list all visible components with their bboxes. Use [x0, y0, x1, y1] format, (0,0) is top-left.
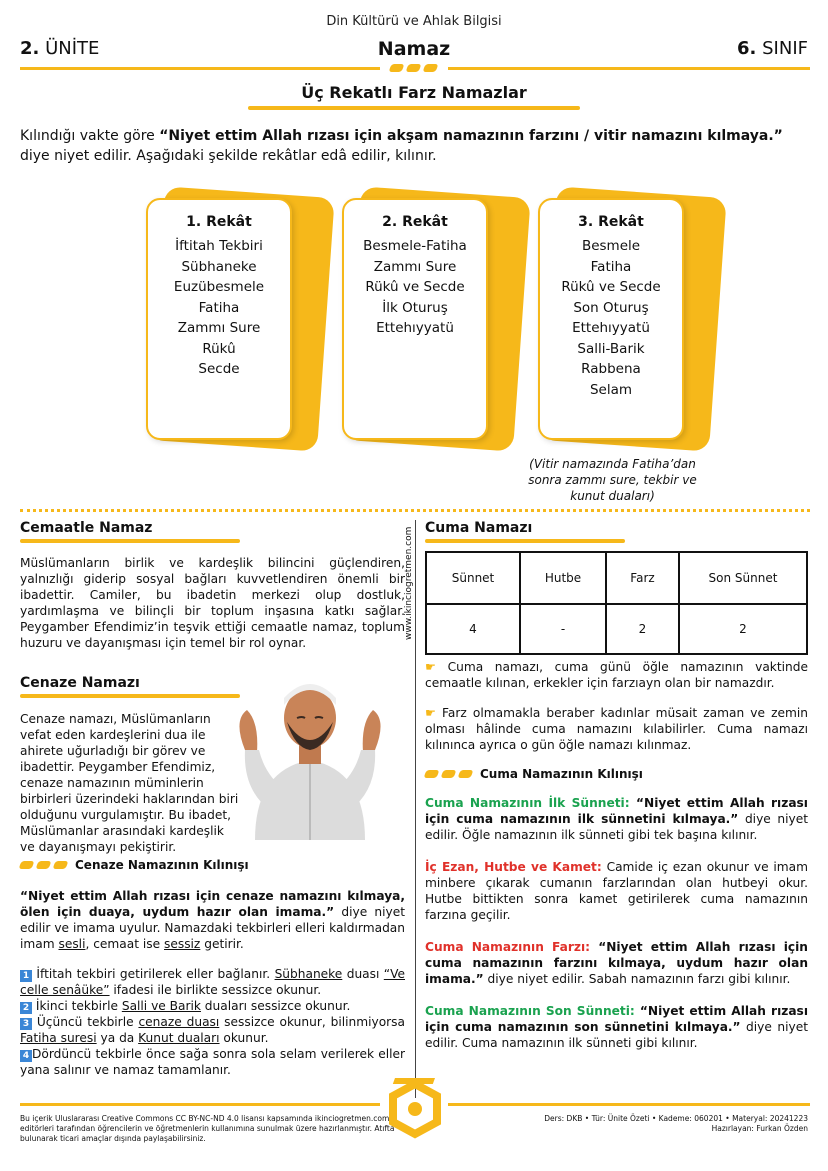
pointing-hand-icon: ☛ [425, 660, 436, 674]
cenaze-niyet: “Niyet ettim Allah rızası için cenaze namazını kılmaya, ölen için duaya, uydum hazır olan imama.” diye niyet edilir ve imama uyulur. Namazdaki tekbirleri elleri kaldırmadan imam sesli, cemaat ise sessiz getirir. [20, 889, 405, 951]
footer-rule-left [20, 1103, 380, 1106]
cenaze-step-3: 3 Üçüncü tekbirle cenaze duası sessizce okunur, bilinmiyorsa Fatiha suresi ya da Kunut duaları okunur. [20, 1015, 405, 1045]
column-divider [415, 520, 416, 1098]
table-cell: 2 [679, 604, 807, 654]
rekat-card-3: 3. Rekât Besmele Fatiha Rükû ve Secde Son Oturuş Ettehıyyatü Salli-Barik Rabbena Selam [538, 186, 718, 448]
cenaze-text: Cenaze namazı, Müslümanların vefat eden kardeşlerini dua ile ahirete uğurladığı bir görev ve ibadettir. Peygamber Efendimiz, cenaze namazının müminlerin birbirleri üzerindeki haklarından biri olduğunu vurgulamıştır. Bu ibadet, Müslümanlar arasındaki kardeşlik ve dayanışmayı pekiştirir. [20, 712, 239, 854]
cuma-note-1: ☛ Cuma namazı, cuma günü öğle namazının vaktinde cemaatle kılınan, erkekler için farzıayn olan bir namazdır. [425, 660, 808, 690]
cuma-kilinis-title: Cuma Namazının Kılınışı [480, 767, 643, 781]
cenaze-text-top [20, 711, 240, 855]
cuma-ilk-sunnet: Cuma Namazının İlk Sünneti: “Niyet ettim Allah rızası için cuma namazının ilk sünnetini kılmaya.” diye niyet edilir. Öğle namazının ilk sünneti gibi tek başına kılınır. [425, 796, 808, 842]
footer-rule-right [448, 1103, 810, 1106]
pointing-hand-icon: ☛ [425, 706, 436, 720]
rekat-title: 2. Rekât [382, 214, 448, 230]
cenaze-step-2: 2 İkinci tekbirle Salli ve Barik duaları sessizce okunur. [20, 998, 405, 1014]
cuma-note-2: ☛ Farz olmamakla beraber kadınlar müsait zaman ve zemin olması hâlinde cuma namazını kılabilirler. Cuma namazı kılınınca ayrıca o gün öğle namazı kılınmaz. [425, 706, 808, 752]
side-url: www.ikinciogretmen.com [404, 526, 414, 640]
footer-meta: Ders: DKB • Tür: Ünite Özeti • Kademe: 060201 • Materyal: 20241223 Hazırlayan: Furkan Özden [544, 1114, 808, 1133]
unite-label: 2. ÜNİTE [20, 38, 100, 59]
table-header: Hutbe [520, 552, 606, 604]
dotted-divider [20, 509, 810, 512]
table-cell: 2 [606, 604, 679, 654]
cuma-title: Cuma Namazı [425, 520, 533, 536]
bullet-dots-icon [425, 770, 472, 778]
praying-man-illustration [225, 660, 395, 840]
cenaze-title: Cenaze Namazı [20, 675, 140, 691]
cemaat-title: Cemaatle Namaz [20, 520, 153, 536]
cuma-son-sunnet: Cuma Namazının Son Sünneti: “Niyet ettim Allah rızası için cuma namazının son sünnetini kılmaya.” diye niyet edilir. Cuma namazının ilk sünneti gibi kılınır. [425, 1004, 808, 1050]
subject-title: Din Kültürü ve Ahlak Bilgisi [326, 14, 502, 29]
cemaat-text: Müslümanların birlik ve kardeşlik bilincini güçlendiren, yalnızlığı giderip sosyal bağları kuvvetlendiren önemli bir ibadettir. Camiler, bu ibadetin merkezi olup dostluk, yardımlaşma ve bilinçli bir toplum inşasına katkı sağlar. Peygamber Efendimiz’in teşvik ettiği cemaatle namaz, toplum huzuru ve dayanışması için temel bir rol oynar. [20, 556, 405, 650]
cenaze-kilinis [20, 858, 405, 1078]
intro-text: Kılındığı vakte göre “Niyet ettim Allah rızası için akşam namazının farzını / vitir namazını kılmaya.” diye niyet edilir. Aşağıdaki şekilde rekâtlar edâ edilir, kılınır. [20, 128, 783, 164]
table-header: Sünnet [426, 552, 520, 604]
cenaze-kilinis-title: Cenaze Namazının Kılınışı [75, 858, 249, 872]
cenaze-step-4: 4 Dördüncü tekbirle önce sağa sonra sola selam verilerek eller yana salınır ve namaz tamamlanır. [20, 1047, 405, 1077]
cuma-table [425, 551, 808, 655]
rekat-title: 1. Rekât [186, 214, 252, 230]
vitir-note: (Vitir namazında Fatiha’dan sonra zammı sure, tekbir ve kunut duaları) [528, 457, 697, 503]
topic-title: Namaz [377, 38, 451, 60]
table-cell: 4 [426, 604, 520, 654]
table-header: Farz [606, 552, 679, 604]
section-title: Üç Rekatlı Farz Namazlar [301, 83, 527, 102]
cuma-farz: Cuma Namazının Farzı: “Niyet ettim Allah rızası için cuma namazının farzını kılmaya, uydum hazır olan imama.” diye niyet edilir. Sabah namazının farzı gibi kılınır. [425, 940, 808, 986]
rekat-card-2: 2. Rekât Besmele-Fatiha Zammı Sure Rükû ve Secde İlk Oturuş Ettehıyyatü [342, 186, 522, 448]
cuma-section [425, 520, 808, 1051]
table-header: Son Sünnet [679, 552, 807, 604]
footer-license: Bu içerik Uluslararası Creative Commons CC BY-NC-ND 4.0 lisansı kapsamında ikinciogretmen.com editörleri tarafından öğrencilerin ve öğretmenlerin kullanımına sunulmak üzere hazırlanmıştır. Atıfta bulunarak ticari amaçlar dışında paylaşabilirsiniz. [20, 1114, 395, 1143]
bullet-dots-icon [20, 861, 67, 869]
header-rule-right [448, 67, 810, 70]
section-title-underline [248, 106, 580, 110]
rekat-title: 3. Rekât [578, 214, 644, 230]
table-cell: - [520, 604, 606, 654]
header-rule-left [20, 67, 380, 70]
cemaat-section [20, 520, 405, 651]
header-dots-icon [390, 64, 437, 72]
grade-label: 6. SINIF [737, 38, 808, 59]
rekat-card-1: 1. Rekât İftitah Tekbiri Sübhaneke Euzübesmele Fatiha Zammı Sure Rükû Secde [146, 186, 326, 448]
cenaze-step-1: 1 İftitah tekbiri getirilerek eller bağlanır. Sübhaneke duası “Ve celle senâüke” ifadesi ile birlikte sessizce okunur. [20, 967, 405, 997]
cuma-ezan-hutbe: İç Ezan, Hutbe ve Kamet: Camide iç ezan okunur ve imam minbere çıkarak cumanın farzlarından olan hutbeyi okur. Hutbe bittikten sonra kamet getirilerek cuma namazının farzına geçilir. [425, 860, 809, 922]
